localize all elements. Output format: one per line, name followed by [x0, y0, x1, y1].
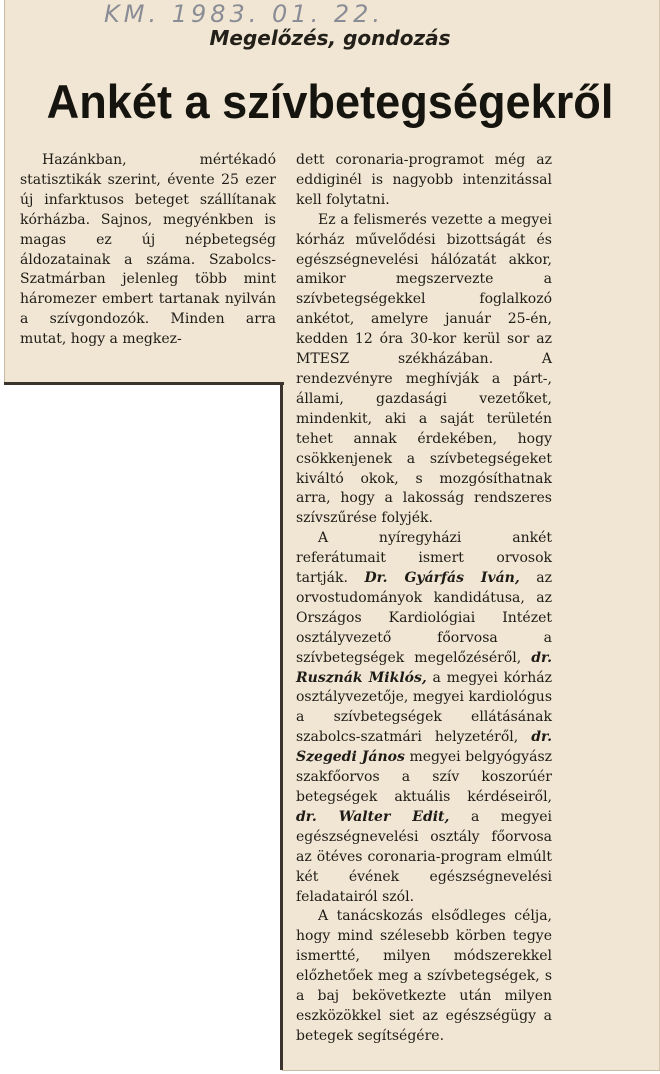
paragraph-intro-continued: dett coronaria-programot még az eddiginél is nagyobb intenzitással kell folytatni.	[296, 152, 552, 208]
speaker-name-rusznak: dr. Rusznák Miklós,	[296, 649, 552, 686]
paragraph-event: Ez a felismerés vezette a megyei kórház művelődési bizottságát és egészségnevelési hálózatát akkor, amikor megszervezte a szívbetegségekkel foglalkozó ankétot, amelyre január 25-én, kedden 12 óra 30-kor kerül sor az MTESZ székházában. A rendezvényre meghívják a párt-, állami, gazdasági vezetőket, mindenkit, aki a saját területén tehet annak érdekében, hogy csökkenjenek a szívbetegségeket kiváltó okok, s mozgósíthatnak arra, hogy a lakosság rendszeres szívszűrése folyjék.	[296, 211, 552, 527]
article-column-left	[20, 151, 276, 350]
paragraph-goal: A tanácskozás elsődleges célja, hogy mind szélesebb körben tegye ismertté, milyen módszerekkel előzhetőek meg a szívbetegségek, s a baj bekövetkezte után milyen eszközökkel siet az egészségügy a betegek segítségére.	[296, 908, 552, 1044]
article-headline: Ankét a szívbetegségekről	[46, 75, 614, 128]
article-kicker: Megelőzés, gondozás	[209, 26, 451, 50]
paragraph-speakers	[296, 529, 552, 907]
speaker-name-gyarfas: Dr. Gyárfás Iván,	[364, 570, 520, 587]
speaker-role-walter: a megyei egészségnevelési osztály főorvosa az ötéves coronaria-program elmúlt két évének egészségnevelési feladatairól szól.	[296, 808, 552, 905]
article-column-right	[296, 151, 552, 1047]
speaker-name-szegedi: dr. Szegedi János	[296, 729, 552, 766]
speakers-intro: A nyíregyházi ankét referátumait ismert orvosok tartják.	[296, 530, 552, 587]
speaker-role-szegedi: megyei belgyógyász szakfőorvos a szív koszorúér betegségek aktuális kérdéseiről,	[296, 749, 552, 805]
clipping-cut-edge-vertical	[280, 382, 283, 1070]
speaker-role-gyarfas: az orvostudományok kandidátusa, az Országos Kardiológiai Intézet osztályvezető főorvosa a szívbetegségek megelőzéséről,	[296, 570, 552, 666]
speaker-role-rusznak: a megyei kórház osztályvezetője, megyei kardiológus a szívbetegségek ellátásának szabolcs-szatmári helyzetéről,	[296, 669, 552, 746]
handwritten-date-note: KM. 1983. 01. 22.	[104, 0, 385, 28]
speaker-name-walter: dr. Walter Edit,	[296, 808, 450, 825]
paragraph-intro: Hazánkban, mértékadó statisztikák szerint, évente 25 ezer új infarktusos beteget szállítanak kórházba. Sajnos, megyénkben is magas ez új népbetegség áldozatainak a száma. Szabolcs-Szatmárban jelenleg több mint háromezer embert tartanak nyilván a szívgondozók. Minden arra mutat, hogy a megkez-	[20, 152, 276, 348]
clipping-cut-edge	[4, 382, 284, 385]
